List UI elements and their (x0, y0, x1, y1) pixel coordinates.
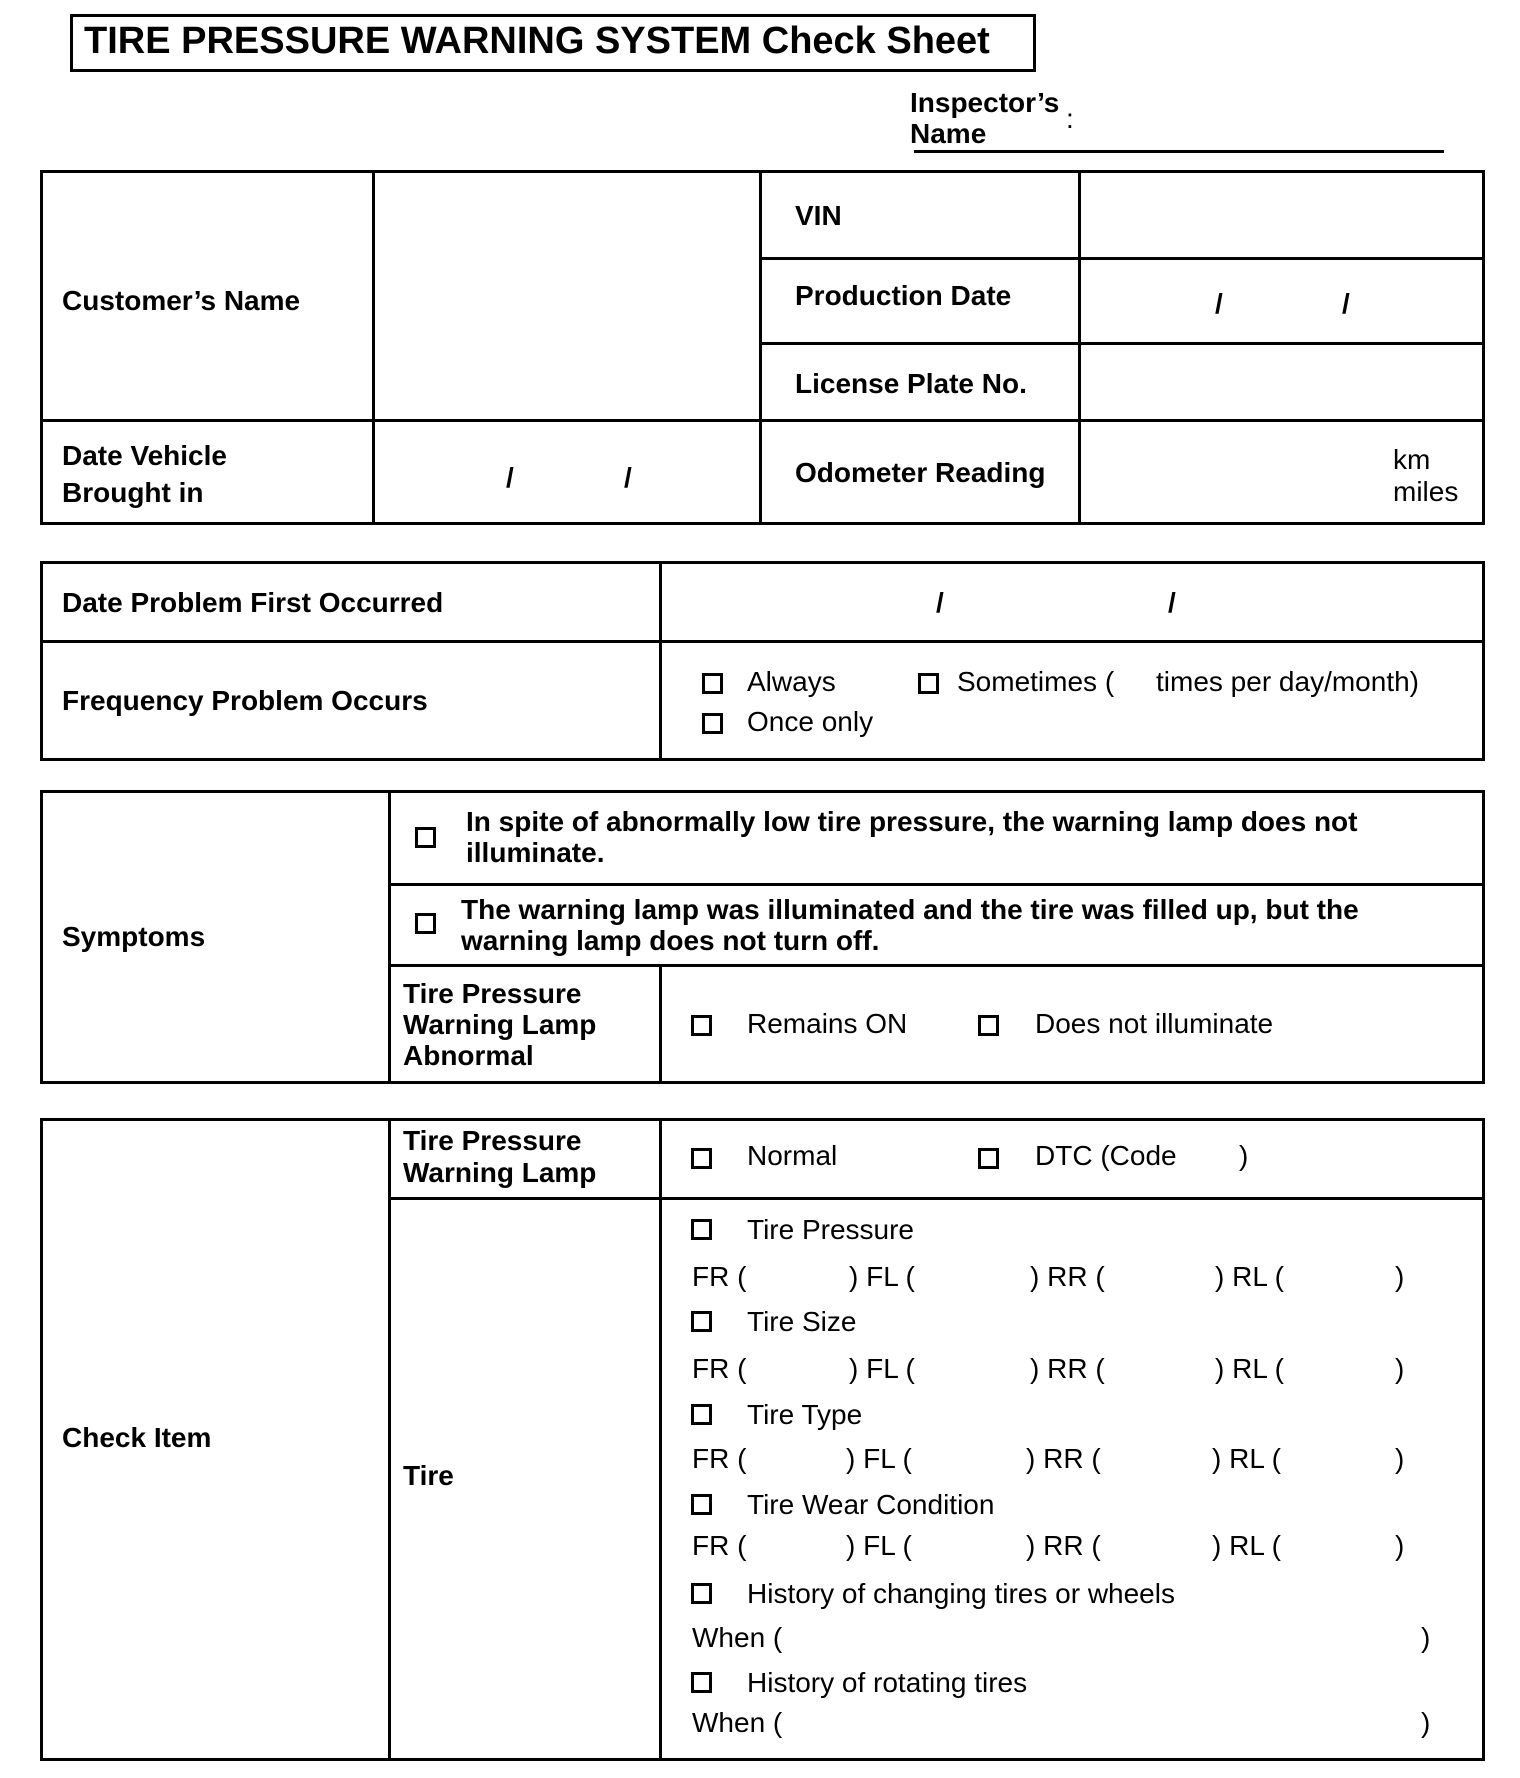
check-lamp-label-line2: Warning Lamp (403, 1157, 597, 1188)
tire-wear-close: ) (1395, 1530, 1405, 1561)
license-plate-label: License Plate No. (795, 368, 1027, 399)
sometimes-label: Sometimes ( (957, 666, 1115, 697)
remains-on-label: Remains ON (747, 1008, 908, 1039)
tire-pressure-close: ) (1395, 1261, 1405, 1292)
history-rotating-label: History of rotating tires (747, 1667, 1028, 1698)
lamp-normal-label: Normal (747, 1140, 838, 1171)
tire-type-fr: FR ( (692, 1443, 747, 1474)
tire-wear-fl: ) FL ( (846, 1530, 912, 1561)
frequency-label: Frequency Problem Occurs (62, 685, 428, 716)
first-occurred-slash-1: / (936, 587, 944, 618)
license-plate-field[interactable] (1082, 346, 1482, 418)
tire-size-close: ) (1395, 1353, 1405, 1384)
tire-size-label: Tire Size (747, 1306, 857, 1337)
lamp-dtc-checkbox[interactable] (978, 1148, 999, 1169)
history-changing-label: History of changing tires or wheels (747, 1578, 1175, 1609)
tire-size-fl: ) FL ( (849, 1353, 915, 1384)
vin-field[interactable] (1082, 174, 1482, 256)
sometimes-checkbox[interactable] (918, 673, 939, 694)
history-rotating-checkbox[interactable] (691, 1672, 712, 1693)
tire-size-rr: ) RR ( (1030, 1353, 1105, 1384)
tire-type-checkbox[interactable] (691, 1404, 712, 1425)
lamp-dtc-close: ) (1239, 1140, 1249, 1171)
tire-type-fl: ) FL ( (846, 1443, 912, 1474)
date-brought-label-line1: Date Vehicle (62, 440, 227, 471)
tire-wear-rl: ) RL ( (1212, 1530, 1281, 1561)
inspector-label-line1: Inspector’s (910, 87, 1060, 118)
first-occurred-slash-2: / (1168, 587, 1176, 618)
production-date-label: Production Date (795, 280, 1012, 311)
does-not-illuminate-checkbox[interactable] (978, 1015, 999, 1036)
tire-wear-checkbox[interactable] (691, 1494, 712, 1515)
tire-wear-label: Tire Wear Condition (747, 1489, 995, 1520)
page-title: TIRE PRESSURE WARNING SYSTEM Check Sheet (84, 20, 990, 62)
customer-name-label: Customer’s Name (62, 285, 301, 316)
tire-pressure-rr: ) RR ( (1030, 1261, 1105, 1292)
lamp-dtc-label: DTC (Code (1035, 1140, 1177, 1171)
odometer-unit-km: km (1393, 444, 1431, 475)
date-brought-label-line2: Brought in (62, 477, 204, 508)
history-changing-when-close: ) (1421, 1622, 1431, 1653)
history-rotating-when-close: ) (1421, 1707, 1431, 1738)
tire-wear-rr: ) RR ( (1026, 1530, 1101, 1561)
lamp-normal-checkbox[interactable] (691, 1148, 712, 1169)
tire-type-rl: ) RL ( (1212, 1443, 1281, 1474)
lamp-abnormal-label-line3: Abnormal (403, 1040, 534, 1071)
tire-type-close: ) (1395, 1443, 1405, 1474)
always-checkbox[interactable] (702, 673, 723, 694)
once-only-checkbox[interactable] (702, 713, 723, 734)
symptom-2-checkbox[interactable] (415, 913, 436, 934)
history-rotating-when: When ( (692, 1707, 783, 1738)
symptom-1-text-line2: illuminate. (466, 837, 605, 868)
symptom-2-text-line2: warning lamp does not turn off. (461, 925, 880, 956)
tire-size-rl: ) RL ( (1215, 1353, 1284, 1384)
odometer-label: Odometer Reading (795, 457, 1046, 488)
tire-size-checkbox[interactable] (691, 1311, 712, 1332)
inspector-label-line2: Name (910, 118, 987, 149)
does-not-illuminate-label: Does not illuminate (1035, 1008, 1274, 1039)
vin-label: VIN (795, 200, 842, 231)
inspector-colon: : (1066, 103, 1074, 134)
lamp-abnormal-label-line1: Tire Pressure (403, 978, 582, 1009)
tire-pressure-fr: FR ( (692, 1261, 747, 1292)
first-occurred-label: Date Problem First Occurred (62, 587, 444, 618)
inspector-name-field[interactable] (914, 150, 1444, 153)
tire-label: Tire (403, 1460, 454, 1491)
tire-type-rr: ) RR ( (1026, 1443, 1101, 1474)
date-brought-slash-1: / (506, 462, 514, 493)
customer-name-field[interactable] (376, 174, 758, 418)
tire-pressure-rl: ) RL ( (1215, 1261, 1284, 1292)
symptoms-label: Symptoms (62, 921, 206, 952)
symptom-1-text-line1: In spite of abnormally low tire pressure, the warning lamp does not (466, 806, 1358, 837)
times-per-label: times per day/month) (1156, 666, 1419, 697)
lamp-abnormal-label-line2: Warning Lamp (403, 1009, 597, 1040)
check-lamp-label-line1: Tire Pressure (403, 1125, 582, 1156)
once-only-label: Once only (747, 706, 874, 737)
tire-type-label: Tire Type (747, 1399, 863, 1430)
tire-pressure-checkbox[interactable] (691, 1219, 712, 1240)
check-item-label: Check Item (62, 1422, 212, 1453)
production-date-slash-2: / (1342, 288, 1350, 319)
remains-on-checkbox[interactable] (691, 1015, 712, 1036)
history-changing-checkbox[interactable] (691, 1583, 712, 1604)
tire-pressure-fl: ) FL ( (849, 1261, 915, 1292)
always-label: Always (747, 666, 836, 697)
production-date-slash-1: / (1215, 288, 1223, 319)
history-changing-when: When ( (692, 1622, 783, 1653)
tire-size-fr: FR ( (692, 1353, 747, 1384)
symptom-2-text-line1: The warning lamp was illuminated and the tire was filled up, but the (461, 894, 1359, 925)
odometer-unit-miles: miles (1393, 476, 1459, 507)
symptom-1-checkbox[interactable] (415, 827, 436, 848)
tire-pressure-label: Tire Pressure (747, 1214, 915, 1245)
tire-wear-fr: FR ( (692, 1530, 747, 1561)
date-brought-slash-2: / (624, 462, 632, 493)
